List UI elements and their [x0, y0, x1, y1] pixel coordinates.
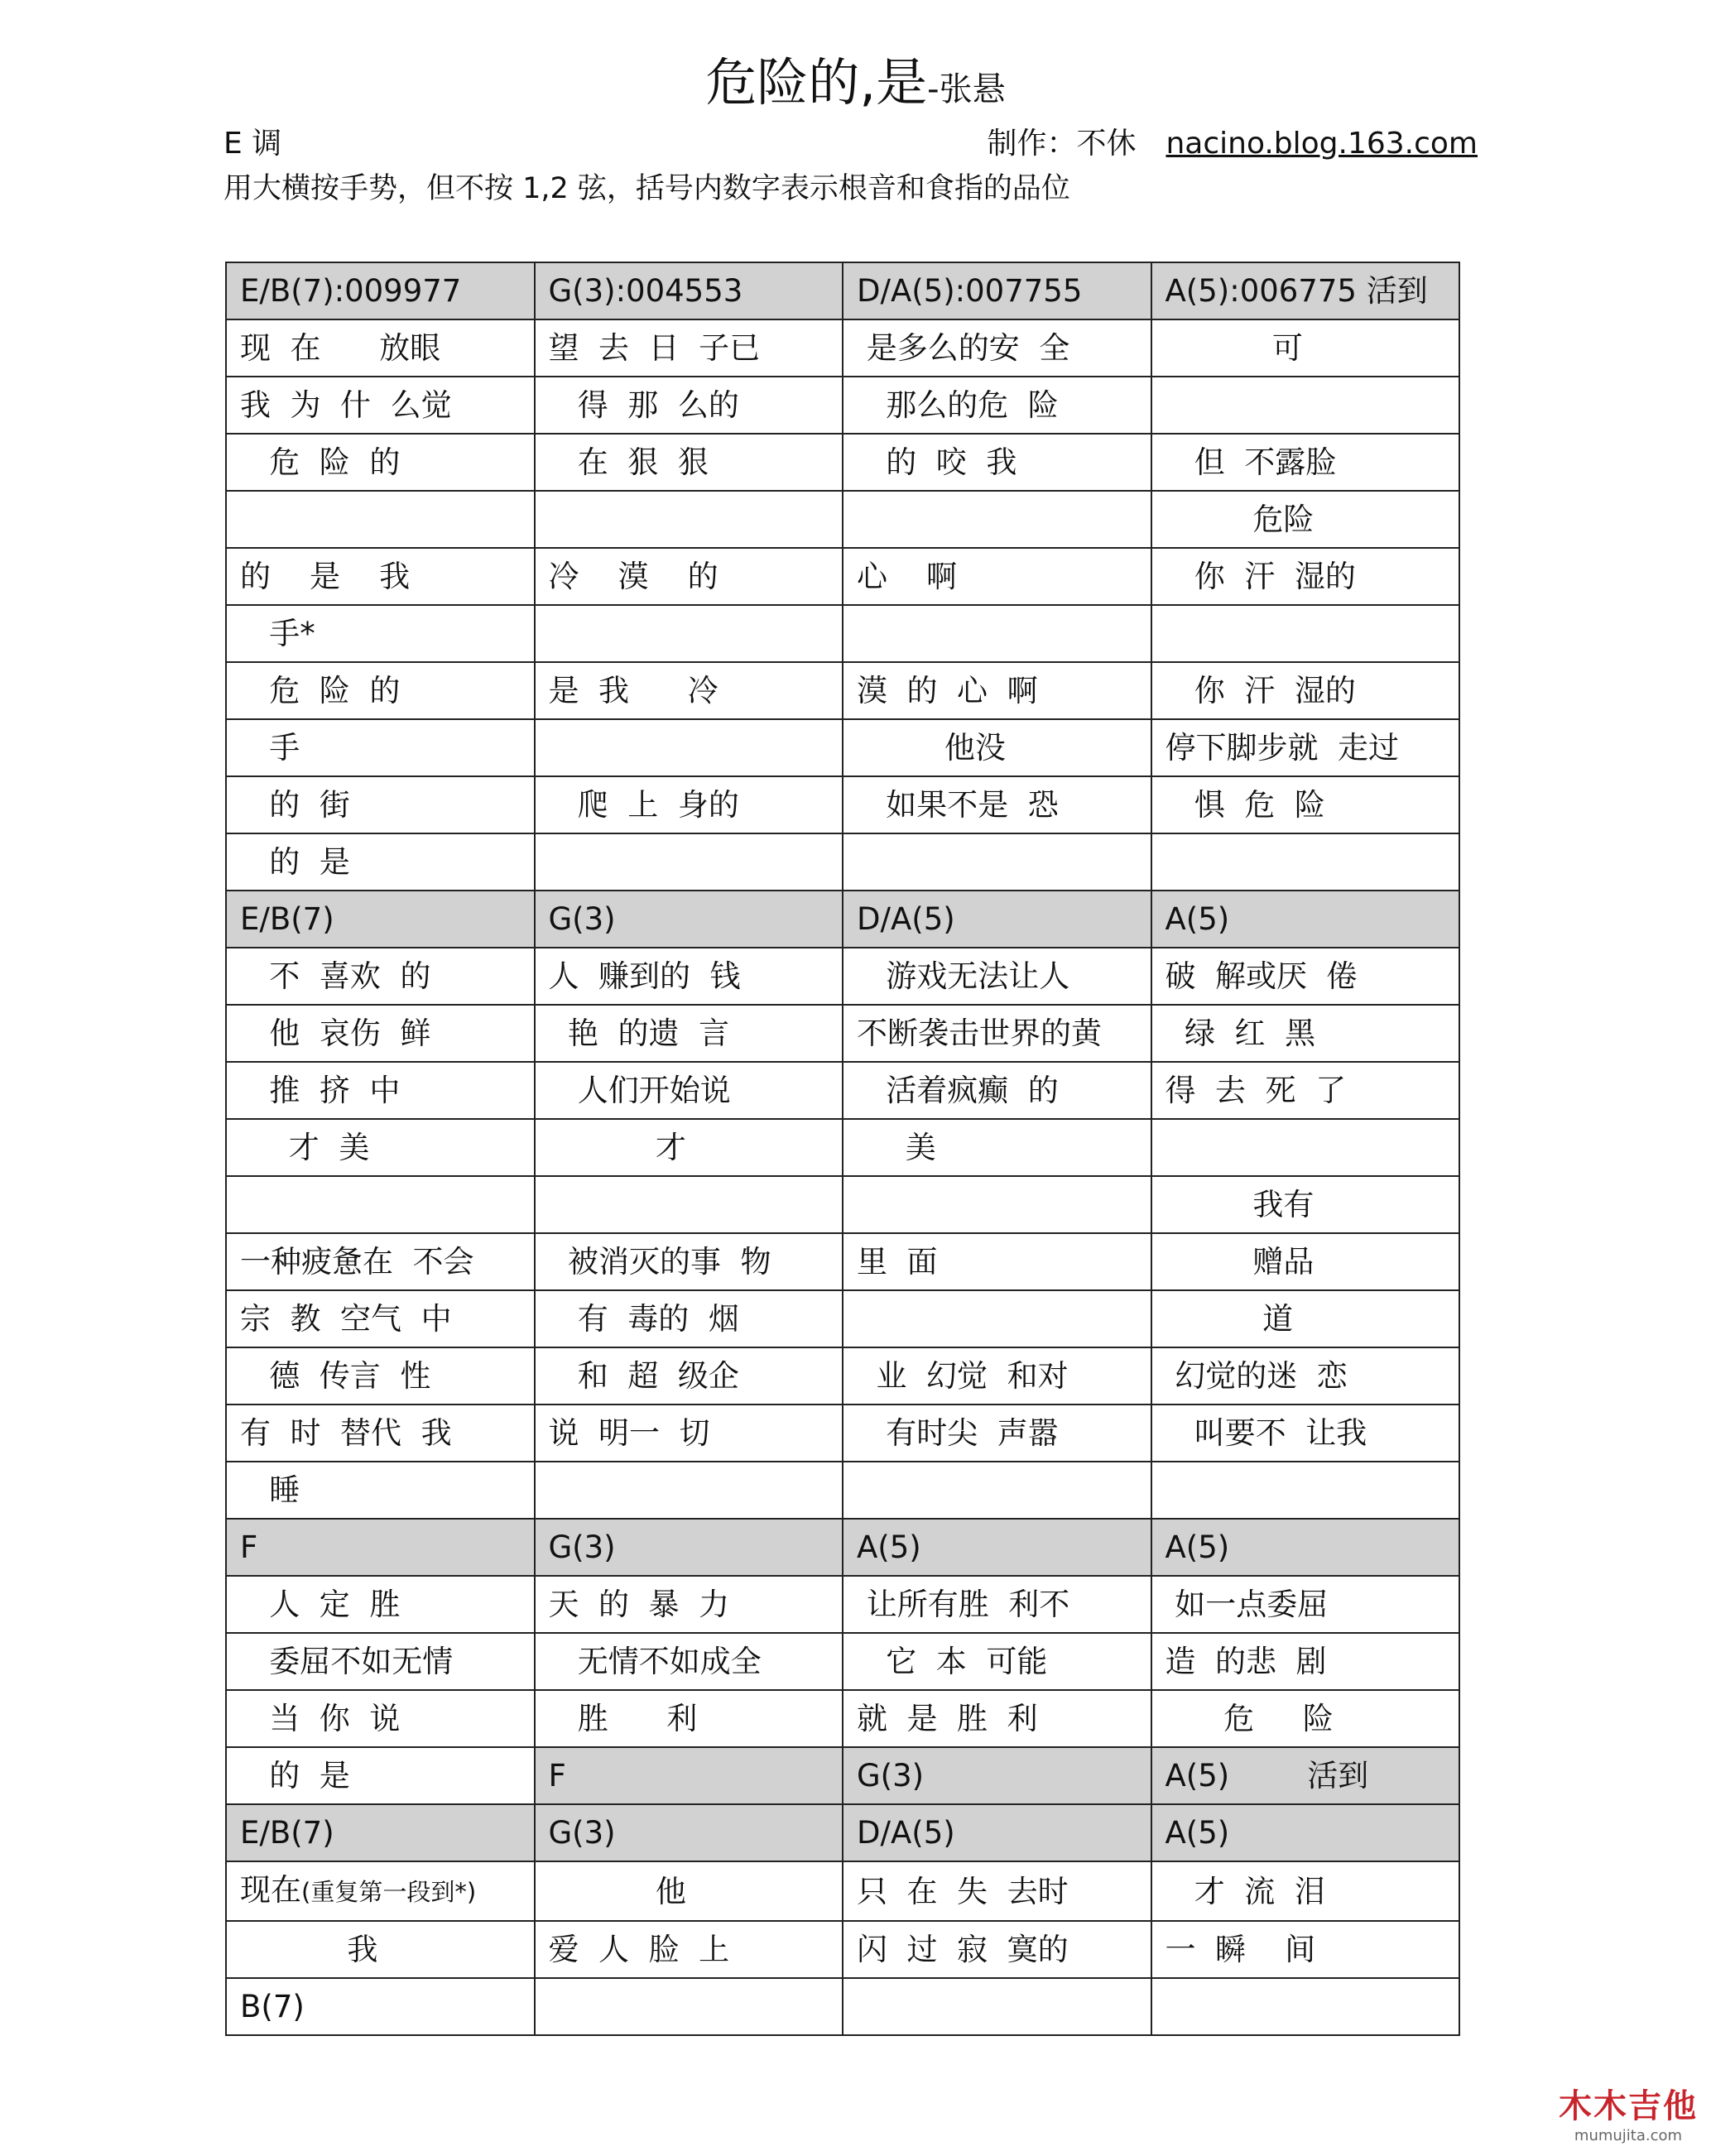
chord-cell	[1151, 891, 1460, 948]
cell-text: 才 流 泪	[1165, 1873, 1325, 1909]
cell-text: 现 在 放眼	[240, 330, 441, 366]
cell-text: 现在	[240, 1872, 301, 1908]
cell-text: 美	[857, 1130, 936, 1165]
cell-text: D/A(5):007755	[857, 273, 1083, 309]
lyric-cell	[535, 1978, 843, 2035]
lyric-cell	[843, 1290, 1151, 1347]
lyric-cell	[843, 377, 1151, 434]
lyric-row	[226, 548, 1459, 605]
lyric-cell	[535, 491, 843, 548]
cell-text: D/A(5)	[857, 1815, 955, 1851]
cell-text: 的 咬 我	[857, 444, 1017, 480]
cell-text: 手*	[240, 616, 315, 651]
chord-cell	[226, 262, 535, 319]
lyric-cell	[843, 1062, 1151, 1119]
cell-text: 得 去 死 了	[1165, 1073, 1347, 1108]
lyric-cell	[843, 1233, 1151, 1290]
cell-text: 在 狠 狠	[548, 444, 709, 480]
lyric-cell	[226, 719, 535, 776]
cell-text: 心 啊	[857, 559, 958, 594]
cell-text: 有 时 替代 我	[240, 1415, 452, 1451]
cell-text: 如一点委屈	[1165, 1587, 1329, 1622]
cell-text: 睡	[240, 1472, 300, 1508]
cell-text: 造 的悲 剧	[1165, 1644, 1327, 1679]
cell-text: 赠品	[1165, 1244, 1314, 1280]
lyric-row	[226, 1690, 1459, 1747]
song-title-line	[0, 41, 1711, 115]
lyric-cell	[535, 1347, 843, 1405]
lyric-cell	[843, 319, 1151, 377]
lyric-cell	[1151, 1062, 1460, 1119]
cell-text: 胜 利	[548, 1701, 698, 1736]
lyric-row	[226, 1576, 1459, 1633]
lyric-cell	[535, 1690, 843, 1747]
lyric-cell	[535, 719, 843, 776]
cell-text: 当 你 说	[240, 1701, 401, 1736]
lyric-row	[226, 1978, 1459, 2035]
lyric-cell	[226, 1747, 535, 1804]
cell-text: 才 美	[240, 1130, 370, 1165]
lyric-cell	[1151, 1978, 1460, 2035]
lyric-cell	[843, 833, 1151, 891]
cell-text: F	[240, 1529, 258, 1565]
cell-text: F	[548, 1758, 566, 1793]
lyric-cell	[535, 605, 843, 662]
lyric-cell	[226, 1290, 535, 1347]
cell-text: 推 挤 中	[240, 1073, 401, 1108]
cell-text: 它 本 可能	[857, 1644, 1048, 1679]
cell-text: 但 不露脸	[1165, 444, 1337, 480]
cell-text: A(5)	[1165, 1815, 1230, 1851]
lyric-cell	[843, 1921, 1151, 1978]
lyric-cell	[535, 1176, 843, 1233]
lyric-cell	[843, 1119, 1151, 1176]
cell-text: 他 哀伤 鲜	[240, 1016, 431, 1051]
cell-text: 危险	[1165, 502, 1314, 537]
chord-cell	[535, 262, 843, 319]
lyric-row	[226, 1119, 1459, 1176]
cell-text: 和 超 级企	[548, 1358, 739, 1394]
chord-row	[226, 891, 1459, 948]
cell-text: 有时尖 声嚣	[857, 1415, 1059, 1451]
lyric-cell	[1151, 434, 1460, 491]
lyric-cell	[1151, 1290, 1460, 1347]
cell-text: 幻觉的迷 恋	[1165, 1358, 1348, 1394]
cell-text: 你 汗 湿的	[1165, 673, 1356, 708]
lyric-cell	[1151, 1462, 1460, 1519]
cell-text: 里 面	[857, 1244, 938, 1280]
cell-text: 天 的 暴 力	[548, 1587, 730, 1622]
cell-text: 业 幻觉 和对	[857, 1358, 1069, 1394]
cell-text: A(5) 活到	[1165, 1758, 1369, 1793]
cell-text: E/B(7)	[240, 901, 334, 937]
lyric-cell	[843, 948, 1151, 1005]
cell-text: 就 是 胜 利	[857, 1701, 1038, 1736]
cell-text: 游戏无法让人	[857, 958, 1070, 994]
lyric-cell	[1151, 1633, 1460, 1690]
cell-text: 活着疯癫 的	[857, 1073, 1059, 1108]
cell-text: B(7)	[240, 1989, 305, 2024]
lyric-cell	[226, 491, 535, 548]
lyric-cell	[1151, 548, 1460, 605]
lyric-row	[226, 1347, 1459, 1405]
cell-text: 惧 危 险	[1165, 787, 1325, 823]
lyric-row	[226, 1176, 1459, 1233]
chord-lyric-table	[225, 262, 1460, 2036]
lyric-row	[226, 1405, 1459, 1462]
lyric-cell	[535, 776, 843, 833]
cell-text: 艳 的遗 言	[548, 1016, 730, 1051]
cell-text: E/B(7):009977	[240, 273, 462, 309]
lyric-row	[226, 319, 1459, 377]
cell-text: 爬 上 身的	[548, 787, 739, 823]
cell-text: 闪 过 寂 寞的	[857, 1932, 1069, 1967]
lyric-cell	[226, 1576, 535, 1633]
cell-text: 只 在 失 去时	[857, 1873, 1069, 1909]
chord-row	[226, 1519, 1459, 1576]
lyric-cell	[535, 1921, 843, 1978]
cell-text: G(3)	[548, 1815, 616, 1851]
cell-text: A(5):006775 活到	[1165, 273, 1428, 309]
lyric-cell	[226, 1005, 535, 1062]
cell-text: 危 险 的	[240, 444, 401, 480]
lyric-cell	[843, 491, 1151, 548]
lyric-cell	[843, 605, 1151, 662]
lyric-cell	[535, 434, 843, 491]
playing-note: 用大横按手势，但不按 1,2 弦，括号内数字表示根音和食指的品位	[223, 172, 1070, 205]
lyric-cell	[843, 548, 1151, 605]
lyric-row	[226, 1290, 1459, 1347]
lyric-cell	[1151, 662, 1460, 719]
lyric-row	[226, 1633, 1459, 1690]
lyric-cell	[1151, 1861, 1460, 1921]
cell-text: 无情不如成全	[548, 1644, 762, 1679]
cell-text: 我有	[1165, 1187, 1314, 1222]
chord-cell	[535, 1747, 843, 1804]
lyric-cell	[1151, 1921, 1460, 1978]
cell-text: 委屈不如无情	[240, 1644, 454, 1679]
blog-url-link[interactable]: nacino.blog.163.com	[1165, 127, 1478, 161]
chord-cell	[535, 1519, 843, 1576]
chord-cell	[1151, 262, 1460, 319]
cell-text: 绿 红 黑	[1165, 1016, 1316, 1051]
lyric-cell	[535, 377, 843, 434]
lyric-cell	[226, 1233, 535, 1290]
lyric-row	[226, 1861, 1459, 1921]
lyric-row	[226, 434, 1459, 491]
cell-text: 你 汗 湿的	[1165, 559, 1356, 594]
cell-text: 我 为 什 么觉	[240, 387, 452, 423]
cell-text: 不断袭击世界的黄	[857, 1016, 1102, 1051]
lyric-cell	[843, 1176, 1151, 1233]
lyric-cell	[535, 1290, 843, 1347]
repeat-note: (重复第一段到*)	[301, 1878, 477, 1906]
chord-cell	[535, 891, 843, 948]
cell-text: 一 瞬 间	[1165, 1932, 1316, 1967]
song-artist: -张悬	[927, 70, 1006, 108]
lyric-cell	[1151, 948, 1460, 1005]
lyric-cell	[226, 1347, 535, 1405]
cell-text: A(5)	[1165, 1529, 1230, 1565]
chord-cell	[843, 262, 1151, 319]
cell-text: 德 传言 性	[240, 1358, 431, 1394]
cell-text: 得 那 么的	[548, 387, 739, 423]
lyric-cell	[535, 948, 843, 1005]
lyric-cell	[1151, 1119, 1460, 1176]
chord-cell	[843, 1804, 1151, 1861]
lyric-cell	[535, 1233, 843, 1290]
watermark-site: mumujita.com	[1574, 2127, 1683, 2144]
cell-text: 宗 教 空气 中	[240, 1301, 452, 1337]
lyric-cell	[226, 434, 535, 491]
lyric-cell	[535, 1405, 843, 1462]
lyric-cell	[843, 719, 1151, 776]
watermark	[1559, 2080, 1698, 2144]
cell-text: 才	[548, 1130, 686, 1165]
lyric-cell	[535, 1633, 843, 1690]
cell-text: 有 毒的 烟	[548, 1301, 739, 1337]
lyric-cell	[843, 1347, 1151, 1405]
lyric-row	[226, 1233, 1459, 1290]
song-key: E 调	[223, 127, 282, 161]
lyric-row	[226, 948, 1459, 1005]
lyric-cell	[1151, 1176, 1460, 1233]
lyric-cell	[1151, 377, 1460, 434]
lyric-cell	[226, 948, 535, 1005]
cell-text: 的 是	[240, 1758, 350, 1793]
cell-text: 他没	[857, 730, 1006, 766]
chord-cell	[1151, 1804, 1460, 1861]
chord-cell	[1151, 1747, 1460, 1804]
lyric-row	[226, 1005, 1459, 1062]
lyric-cell	[843, 1861, 1151, 1921]
lyric-cell	[843, 1576, 1151, 1633]
lyric-cell	[843, 1978, 1151, 2035]
cell-text: 人 赚到的 钱	[548, 958, 741, 994]
lyric-cell	[1151, 1576, 1460, 1633]
lyric-cell	[1151, 1405, 1460, 1462]
lyric-cell	[226, 662, 535, 719]
lyric-cell	[843, 662, 1151, 719]
cell-text: A(5)	[1165, 901, 1230, 937]
lyric-cell	[843, 1690, 1151, 1747]
lyric-cell	[1151, 1005, 1460, 1062]
lyric-cell	[226, 776, 535, 833]
lyric-row	[226, 605, 1459, 662]
cell-text: 是 我 冷	[548, 673, 719, 708]
chord-cell	[226, 1519, 535, 1576]
chord-cell	[843, 891, 1151, 948]
lyric-cell	[535, 833, 843, 891]
cell-text: 危 险 的	[240, 673, 401, 708]
cell-text: 如果不是 恐	[857, 787, 1059, 823]
cell-text: 破 解或厌 倦	[1165, 958, 1358, 994]
chord-cell	[1151, 1519, 1460, 1576]
lyric-cell	[843, 434, 1151, 491]
cell-text: 的 街	[240, 787, 350, 823]
cell-text: 爱 人 脸 上	[548, 1932, 730, 1967]
lyric-cell	[1151, 776, 1460, 833]
cell-text: G(3)	[857, 1758, 925, 1793]
chord-row	[226, 1804, 1459, 1861]
cell-text: 叫要不 让我	[1165, 1415, 1367, 1451]
lyric-cell	[226, 1462, 535, 1519]
lyric-cell	[843, 776, 1151, 833]
cell-text: 冷 漠 的	[548, 559, 719, 594]
lyric-cell	[1151, 1347, 1460, 1405]
cell-text: 是多么的安 全	[857, 330, 1070, 366]
lyric-cell	[843, 1462, 1151, 1519]
lyric-cell	[226, 1119, 535, 1176]
lyric-cell	[226, 833, 535, 891]
lyric-cell	[226, 1062, 535, 1119]
lyric-row	[226, 1747, 1459, 1804]
cell-text: G(3)	[548, 1529, 616, 1565]
cell-text: 被消灭的事 物	[548, 1244, 771, 1280]
lyric-row	[226, 1462, 1459, 1519]
lyric-cell	[1151, 1690, 1460, 1747]
cell-text: 不 喜欢 的	[240, 958, 431, 994]
lyric-cell	[226, 605, 535, 662]
lyric-cell	[1151, 491, 1460, 548]
lyric-cell	[843, 1005, 1151, 1062]
lyric-row	[226, 662, 1459, 719]
cell-text: 可	[1165, 330, 1303, 366]
lyric-row	[226, 833, 1459, 891]
chord-cell	[843, 1519, 1151, 1576]
chord-cell	[226, 891, 535, 948]
song-title: 危险的,是	[705, 52, 928, 113]
cell-text: 人 定 胜	[240, 1587, 401, 1622]
lyric-cell	[535, 1005, 843, 1062]
lyric-cell	[535, 1576, 843, 1633]
lyric-cell	[226, 1978, 535, 2035]
lyric-cell	[535, 1119, 843, 1176]
credit-author: 制作：不休	[987, 127, 1137, 161]
cell-text: 手	[240, 730, 300, 766]
cell-text: 漠 的 心 啊	[857, 673, 1038, 708]
cell-text: G(3):004553	[548, 273, 743, 309]
cell-text: 道	[1165, 1301, 1294, 1337]
cell-text: 让所有胜 利不	[857, 1587, 1070, 1622]
lyric-cell	[226, 377, 535, 434]
lyric-cell	[226, 1861, 535, 1921]
cell-text: A(5)	[857, 1529, 921, 1565]
lyric-cell	[1151, 833, 1460, 891]
lyric-row	[226, 491, 1459, 548]
lyric-row	[226, 776, 1459, 833]
chord-cell	[843, 1747, 1151, 1804]
cell-text: 我	[240, 1932, 378, 1967]
lyric-cell	[226, 548, 535, 605]
lyric-cell	[226, 1921, 535, 1978]
cell-text: 危 险	[1165, 1701, 1334, 1736]
lyric-cell	[535, 1861, 843, 1921]
lyric-cell	[843, 1633, 1151, 1690]
chord-row	[226, 262, 1459, 319]
cell-text: 停下脚步就 走过	[1165, 730, 1400, 766]
chord-cell	[226, 1804, 535, 1861]
lyric-cell	[226, 1633, 535, 1690]
lyric-cell	[535, 1062, 843, 1119]
lyric-row	[226, 719, 1459, 776]
credit-line	[987, 120, 1478, 162]
cell-text: 人们开始说	[548, 1073, 731, 1108]
lyric-cell	[1151, 719, 1460, 776]
lyric-cell	[535, 548, 843, 605]
lyric-row	[226, 1062, 1459, 1119]
cell-text: G(3)	[548, 901, 616, 937]
lyric-row	[226, 377, 1459, 434]
lyric-cell	[1151, 319, 1460, 377]
cell-text: 他	[548, 1873, 686, 1909]
lyric-cell	[535, 662, 843, 719]
lyric-cell	[1151, 605, 1460, 662]
lyric-cell	[226, 1690, 535, 1747]
cell-text: D/A(5)	[857, 901, 955, 937]
lyric-cell	[1151, 1233, 1460, 1290]
lyric-cell	[226, 319, 535, 377]
cell-text: 望 去 日 子已	[548, 330, 761, 366]
cell-text: 那么的危 险	[857, 387, 1059, 423]
cell-text: 说 明一 切	[548, 1415, 710, 1451]
lyric-cell	[535, 1462, 843, 1519]
cell-text: 的 是 我	[240, 559, 411, 594]
lyric-cell	[843, 1405, 1151, 1462]
cell-text: 一种疲惫在 不会	[240, 1244, 474, 1280]
lyric-cell	[226, 1176, 535, 1233]
cell-text: 的 是	[240, 844, 350, 880]
lyric-row	[226, 1921, 1459, 1978]
watermark-brand: 木木吉他	[1559, 2087, 1698, 2125]
lyric-cell	[535, 319, 843, 377]
cell-text: E/B(7)	[240, 1815, 334, 1851]
lyric-cell	[226, 1405, 535, 1462]
chord-cell	[535, 1804, 843, 1861]
